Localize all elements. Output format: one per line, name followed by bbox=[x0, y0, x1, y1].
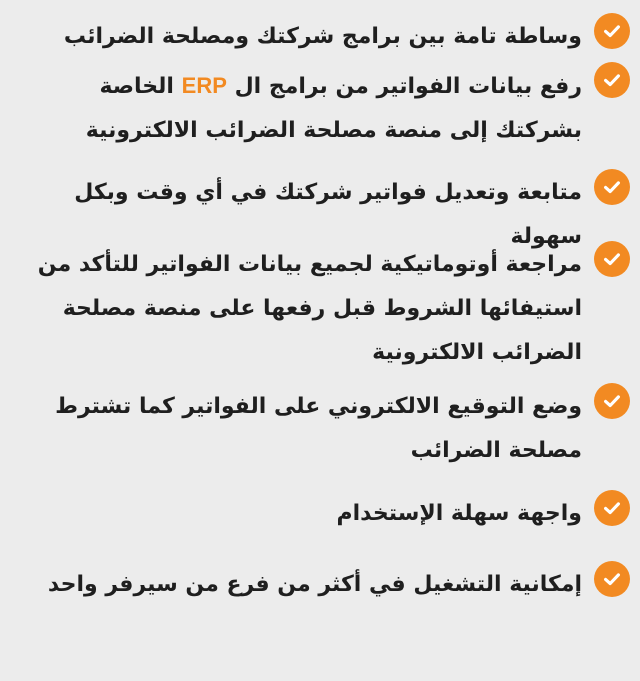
check-circle-icon bbox=[594, 490, 630, 526]
feature-item bbox=[0, 241, 640, 365]
feature-item bbox=[0, 561, 640, 681]
feature-text bbox=[12, 64, 582, 153]
feature-text: واجهة سهلة الإستخدام bbox=[336, 501, 582, 526]
check-circle-icon bbox=[594, 13, 630, 49]
feature-text-after: الخاصة بشركتك إلى منصة مصلحة الضرائب الالكترونية bbox=[85, 74, 582, 143]
feature-text: متابعة وتعديل فواتير شركتك في أي وقت وبكل سهولة bbox=[74, 180, 582, 249]
feature-text: إمكانية التشغيل في أكثر من فرع من سيرفر واحد bbox=[47, 572, 582, 597]
check-circle-icon bbox=[594, 383, 630, 419]
feature-text-before: رفع بيانات الفواتير من برامج ال bbox=[234, 74, 582, 99]
check-circle-icon bbox=[594, 561, 630, 597]
check-circle-icon bbox=[594, 62, 630, 98]
feature-text: وضع التوقيع الالكتروني على الفواتير كما تشترط مصلحة الضرائب bbox=[55, 394, 582, 463]
check-circle-icon bbox=[594, 169, 630, 205]
feature-item bbox=[0, 383, 640, 503]
feature-text: مراجعة أوتوماتيكية لجميع بيانات الفواتير للتأكد من استيفائها الشروط قبل رفعها على منصة مصلحة الضرائب الالكترونية bbox=[37, 252, 582, 365]
feature-text: وساطة تامة بين برامج شركتك ومصلحة الضرائب bbox=[63, 24, 582, 49]
feature-item bbox=[0, 62, 640, 182]
erp-highlight: ERP bbox=[181, 73, 227, 98]
check-circle-icon bbox=[594, 241, 630, 277]
